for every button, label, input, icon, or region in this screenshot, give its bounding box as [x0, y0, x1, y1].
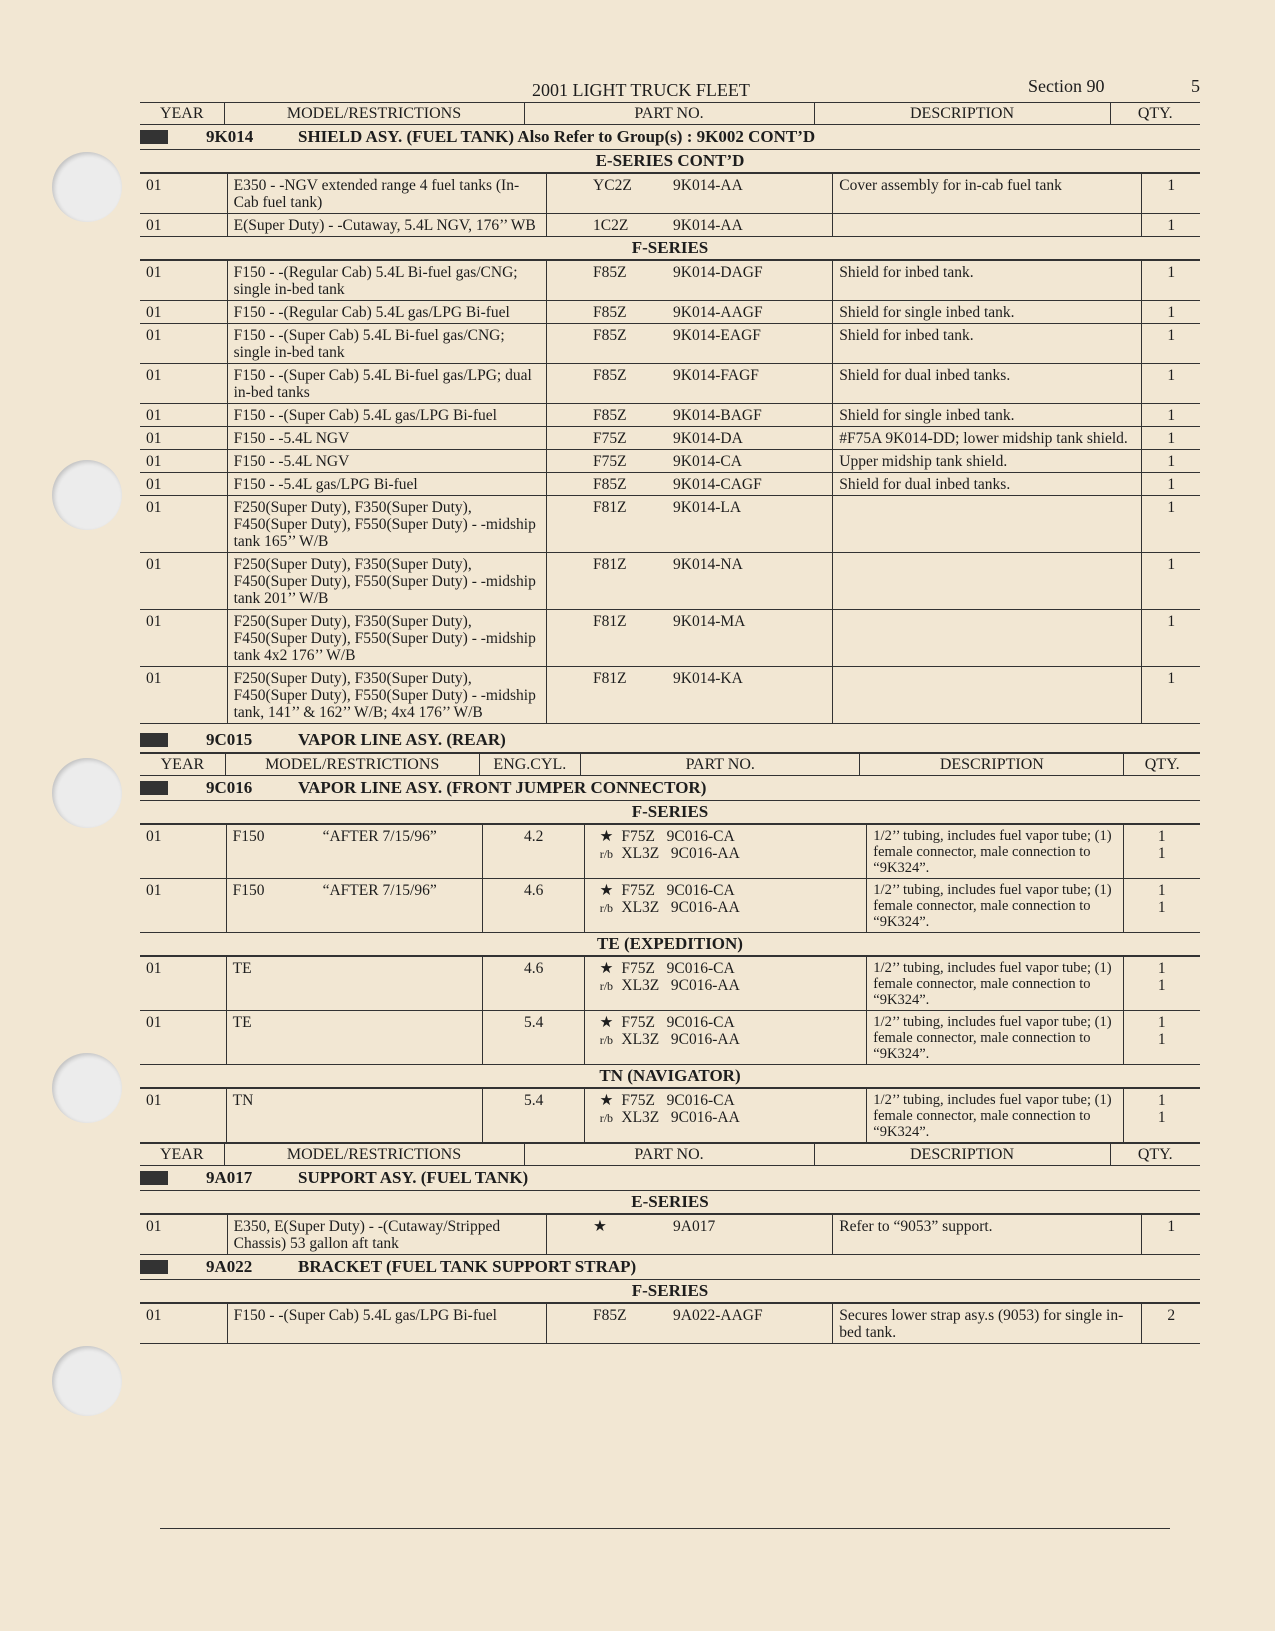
description-cell	[833, 553, 1142, 610]
group-title: VAPOR LINE ASY. (FRONT JUMPER CONNECTOR)	[298, 778, 707, 797]
part-number: XL3Z 9C016-AA	[621, 1109, 740, 1126]
parts-table	[140, 174, 1200, 237]
group-marker	[140, 733, 168, 747]
qty-cell	[1123, 1089, 1200, 1143]
year-cell: 01	[140, 1304, 227, 1344]
part-prefix: F85Z	[593, 476, 627, 493]
part-number: XL3Z 9C016-AA	[621, 977, 740, 994]
part-cell	[547, 1215, 833, 1255]
table-row	[140, 1304, 1200, 1344]
description-cell	[833, 214, 1142, 237]
qty-value: 1	[1157, 1109, 1166, 1126]
model-cell	[226, 879, 482, 933]
part-prefix: F85Z	[593, 327, 627, 344]
model-cell: F150 - -(Regular Cab) 5.4L gas/LPG Bi-fuel	[227, 301, 546, 324]
group-title: BRACKET (FUEL TANK SUPPORT STRAP)	[298, 1257, 637, 1276]
model-cell: F150 - -(Super Cab) 5.4L Bi-fuel gas/LPG; dual in-bed tanks	[227, 364, 546, 404]
part-prefix: F81Z	[593, 613, 627, 630]
part-cell	[585, 957, 867, 1011]
model-name: TE	[232, 1014, 252, 1031]
col-model: MODEL/RESTRICTIONS	[225, 754, 479, 776]
table-row	[140, 553, 1200, 610]
part-number: 9K014-BAGF	[673, 407, 762, 424]
part-prefix: F85Z	[593, 304, 627, 321]
col-model: MODEL/RESTRICTIONS	[224, 103, 524, 125]
model-cell: F150 - -(Super Cab) 5.4L gas/LPG Bi-fuel	[227, 404, 546, 427]
part-number: F75Z 9C016-CA	[621, 960, 735, 977]
page-number: 5	[1191, 76, 1200, 96]
year-cell: 01	[140, 427, 227, 450]
qty-cell: 1	[1142, 174, 1200, 214]
part-cell	[547, 450, 833, 473]
group-marker	[140, 781, 168, 795]
part-line	[591, 1031, 860, 1049]
parts-table	[140, 261, 1200, 724]
engine-cell: 4.2	[482, 825, 585, 879]
qty-value: 1	[1157, 899, 1166, 916]
star-marker: ★	[599, 1092, 614, 1109]
part-number: XL3Z 9C016-AA	[621, 845, 740, 862]
description-cell: Refer to “9053” support.	[833, 1215, 1142, 1255]
star-marker: ★	[599, 882, 614, 899]
qty-cell: 1	[1142, 496, 1200, 553]
part-cell	[547, 214, 833, 237]
group-title: VAPOR LINE ASY. (REAR)	[298, 730, 506, 749]
column-header	[140, 753, 1200, 776]
part-number: 9K014-DAGF	[673, 264, 763, 281]
description-cell: Upper midship tank shield.	[833, 450, 1142, 473]
table-row	[140, 496, 1200, 553]
qty-cell: 1	[1142, 553, 1200, 610]
table-row	[140, 174, 1200, 214]
description-cell: Shield for dual inbed tanks.	[833, 473, 1142, 496]
part-number: 9K014-FAGF	[673, 367, 759, 384]
col-desc: DESCRIPTION	[860, 754, 1124, 776]
part-cell	[547, 473, 833, 496]
description-cell: 1/2’’ tubing, includes fuel vapor tube; (1) female connector, male connection to “9K324”.	[867, 825, 1123, 879]
year-cell: 01	[140, 957, 226, 1011]
part-cell	[547, 553, 833, 610]
col-part: PART NO.	[524, 1144, 814, 1166]
part-line	[591, 1109, 860, 1127]
description-cell: 1/2’’ tubing, includes fuel vapor tube; (1) female connector, male connection to “9K324”.	[867, 957, 1123, 1011]
model-cell	[226, 957, 482, 1011]
year-cell: 01	[140, 450, 227, 473]
qty-value: 1	[1157, 1031, 1166, 1048]
qty-cell: 1	[1142, 404, 1200, 427]
model-cell: F150 - -5.4L gas/LPG Bi-fuel	[227, 473, 546, 496]
part-number: 9K014-NA	[673, 556, 743, 573]
col-eng: ENG.CYL.	[479, 754, 581, 776]
model-cell: F250(Super Duty), F350(Super Duty), F450(Super Duty), F550(Super Duty) - -midship tank 201’’ W/B	[227, 553, 546, 610]
part-cell	[547, 496, 833, 553]
series-heading: TN (NAVIGATOR)	[140, 1065, 1200, 1089]
binder-hole	[52, 152, 122, 222]
description-cell	[833, 496, 1142, 553]
model-cell: F250(Super Duty), F350(Super Duty), F450(Super Duty), F550(Super Duty) - -midship tank, 141’’ & 162’’ W/B; 4x4 176’’ W/B	[227, 667, 546, 724]
part-line	[591, 960, 860, 977]
col-model: MODEL/RESTRICTIONS	[224, 1144, 524, 1166]
series-heading: F-SERIES	[140, 237, 1200, 261]
year-cell: 01	[140, 324, 227, 364]
replaced-by-marker: r/b	[599, 901, 614, 915]
description-cell: Cover assembly for in-cab fuel tank	[833, 174, 1142, 214]
col-desc: DESCRIPTION	[814, 103, 1110, 125]
qty-cell: 1	[1142, 450, 1200, 473]
description-cell: #F75A 9K014-DD; lower midship tank shield.	[833, 427, 1142, 450]
part-prefix: F85Z	[593, 264, 627, 281]
col-qty: QTY.	[1110, 103, 1200, 125]
model-cell: F150 - -(Regular Cab) 5.4L Bi-fuel gas/CNG; single in-bed tank	[227, 261, 546, 301]
table-row	[140, 1011, 1200, 1065]
part-number: 9K014-CA	[673, 453, 742, 470]
year-cell: 01	[140, 261, 227, 301]
table-row	[140, 404, 1200, 427]
qty-cell: 1	[1142, 427, 1200, 450]
page-title: 2001 LIGHT TRUCK FLEET	[532, 80, 750, 100]
model-cell: F150 - -(Super Cab) 5.4L Bi-fuel gas/CNG; single in-bed tank	[227, 324, 546, 364]
description-cell: 1/2’’ tubing, includes fuel vapor tube; (1) female connector, male connection to “9K324”.	[867, 879, 1123, 933]
model-cell	[226, 1089, 482, 1143]
part-cell	[585, 1089, 867, 1143]
part-line	[591, 977, 860, 995]
part-cell	[547, 427, 833, 450]
model-cell: F250(Super Duty), F350(Super Duty), F450(Super Duty), F550(Super Duty) - -midship tank 4x2 176’’ W/B	[227, 610, 546, 667]
engine-cell: 4.6	[482, 879, 585, 933]
part-number: 9K014-AA	[673, 177, 743, 194]
part-cell	[585, 1011, 867, 1065]
year-cell: 01	[140, 1011, 226, 1065]
qty-cell: 1	[1142, 667, 1200, 724]
model-cell: F150 - -(Super Cab) 5.4L gas/LPG Bi-fuel	[227, 1304, 546, 1344]
catalog-content	[140, 76, 1200, 1344]
group-code: 9K014	[206, 127, 254, 146]
series-heading: TE (EXPEDITION)	[140, 933, 1200, 957]
part-line	[591, 882, 860, 899]
col-year: YEAR	[140, 754, 225, 776]
year-cell: 01	[140, 364, 227, 404]
model-restriction: “AFTER 7/15/96”	[322, 882, 437, 899]
binder-hole	[52, 460, 122, 530]
table-row	[140, 1215, 1200, 1255]
group-code: 9C016	[206, 778, 253, 797]
part-number: F75Z 9C016-CA	[621, 1014, 735, 1031]
part-number: 9K014-EAGF	[673, 327, 761, 344]
table-row	[140, 879, 1200, 933]
star-marker: ★	[599, 828, 614, 845]
col-part: PART NO.	[524, 103, 814, 125]
description-cell: Shield for single inbed tank.	[833, 301, 1142, 324]
parts-table	[140, 1304, 1200, 1344]
part-prefix: YC2Z	[593, 177, 632, 194]
description-cell: Shield for inbed tank.	[833, 261, 1142, 301]
column-header	[140, 102, 1200, 125]
col-desc: DESCRIPTION	[814, 1144, 1110, 1166]
part-prefix: F75Z	[593, 453, 627, 470]
engine-cell: 5.4	[482, 1089, 585, 1143]
description-cell: 1/2’’ tubing, includes fuel vapor tube; (1) female connector, male connection to “9K324”.	[867, 1089, 1123, 1143]
qty-value: 1	[1157, 845, 1166, 862]
group-code: 9A017	[206, 1168, 253, 1187]
group-code: 9A022	[206, 1257, 253, 1276]
part-line	[591, 845, 860, 863]
part-cell	[547, 324, 833, 364]
table-row	[140, 450, 1200, 473]
part-number: 9K014-LA	[673, 499, 742, 516]
part-cell	[585, 825, 867, 879]
year-cell: 01	[140, 214, 227, 237]
model-cell	[226, 1011, 482, 1065]
model-cell: E(Super Duty) - -Cutaway, 5.4L NGV, 176’’ WB	[227, 214, 546, 237]
parts-table	[140, 825, 1200, 933]
column-header	[140, 1143, 1200, 1166]
qty-value: 1	[1157, 977, 1166, 994]
col-qty: QTY.	[1110, 1144, 1200, 1166]
model-name: TE	[232, 960, 252, 977]
part-cell	[585, 879, 867, 933]
model-cell	[226, 825, 482, 879]
qty-cell: 1	[1142, 364, 1200, 404]
model-cell: F150 - -5.4L NGV	[227, 427, 546, 450]
series-heading: F-SERIES	[140, 801, 1200, 825]
qty-cell: 1	[1142, 473, 1200, 496]
group-title: SHIELD ASY. (FUEL TANK) Also Refer to Group(s) : 9K002 CONT’D	[298, 127, 816, 146]
table-row	[140, 427, 1200, 450]
col-year: YEAR	[140, 1144, 224, 1166]
part-line	[591, 1092, 860, 1109]
page-header	[140, 76, 1200, 102]
description-cell	[833, 610, 1142, 667]
group-heading	[140, 776, 1200, 801]
parts-table	[140, 1215, 1200, 1255]
replaced-by-marker: r/b	[599, 1033, 614, 1047]
year-cell: 01	[140, 1215, 227, 1255]
part-cell	[547, 667, 833, 724]
part-prefix: F81Z	[593, 499, 627, 516]
part-number: F75Z 9C016-CA	[621, 1092, 735, 1109]
part-line	[591, 899, 860, 917]
part-number: 9K014-MA	[673, 613, 746, 630]
star-marker: ★	[599, 1014, 614, 1031]
group-code: 9C015	[206, 730, 253, 749]
qty-cell	[1123, 879, 1200, 933]
binder-hole	[52, 1346, 122, 1416]
engine-cell: 5.4	[482, 1011, 585, 1065]
year-cell: 01	[140, 496, 227, 553]
table-row	[140, 364, 1200, 404]
model-cell: E350 - -NGV extended range 4 fuel tanks (In-Cab fuel tank)	[227, 174, 546, 214]
year-cell: 01	[140, 553, 227, 610]
replaced-by-marker: r/b	[599, 979, 614, 993]
table-row	[140, 957, 1200, 1011]
footer-rule	[160, 1528, 1170, 1529]
table-row	[140, 825, 1200, 879]
group-heading	[140, 125, 1200, 150]
qty-cell	[1123, 957, 1200, 1011]
parts-table	[140, 1089, 1200, 1143]
part-number: 9K014-CAGF	[673, 476, 762, 493]
part-number: 9A017	[673, 1218, 716, 1235]
part-number: 9K014-DA	[673, 430, 743, 447]
part-number: 9K014-AA	[673, 217, 743, 234]
qty-cell: 1	[1142, 301, 1200, 324]
part-number: 9A022-AAGF	[673, 1307, 763, 1324]
part-prefix: F81Z	[593, 556, 627, 573]
qty-cell: 1	[1142, 1215, 1200, 1255]
col-part: PART NO.	[581, 754, 860, 776]
table-row	[140, 473, 1200, 496]
part-prefix: F85Z	[593, 367, 627, 384]
part-cell	[547, 610, 833, 667]
description-cell: 1/2’’ tubing, includes fuel vapor tube; (1) female connector, male connection to “9K324”.	[867, 1011, 1123, 1065]
table-row	[140, 610, 1200, 667]
description-cell	[833, 667, 1142, 724]
star-marker: ★	[599, 960, 614, 977]
table-row	[140, 1089, 1200, 1143]
table-row	[140, 301, 1200, 324]
description-cell: Shield for dual inbed tanks.	[833, 364, 1142, 404]
year-cell: 01	[140, 610, 227, 667]
year-cell: 01	[140, 174, 227, 214]
binder-hole	[52, 758, 122, 828]
qty-value: 1	[1157, 1014, 1166, 1031]
description-cell: Secures lower strap asy.s (9053) for single in-bed tank.	[833, 1304, 1142, 1344]
part-prefix: ★	[593, 1218, 607, 1235]
year-cell: 01	[140, 879, 226, 933]
model-cell: F250(Super Duty), F350(Super Duty), F450(Super Duty), F550(Super Duty) - -midship tank 165’’ W/B	[227, 496, 546, 553]
replaced-by-marker: r/b	[599, 1111, 614, 1125]
group-title: SUPPORT ASY. (FUEL TANK)	[298, 1168, 529, 1187]
description-cell: Shield for inbed tank.	[833, 324, 1142, 364]
description-cell: Shield for single inbed tank.	[833, 404, 1142, 427]
year-cell: 01	[140, 825, 226, 879]
part-line	[591, 1014, 860, 1031]
engine-cell: 4.6	[482, 957, 585, 1011]
part-cell	[547, 364, 833, 404]
qty-cell	[1123, 825, 1200, 879]
table-row	[140, 214, 1200, 237]
series-heading: E-SERIES	[140, 1191, 1200, 1215]
part-cell	[547, 1304, 833, 1344]
qty-cell: 1	[1142, 214, 1200, 237]
part-prefix: F81Z	[593, 670, 627, 687]
part-prefix: F85Z	[593, 1307, 627, 1324]
part-number: 9K014-KA	[673, 670, 743, 687]
part-number: XL3Z 9C016-AA	[621, 899, 740, 916]
part-number: 9K014-AAGF	[673, 304, 763, 321]
section-label: Section 90	[1028, 76, 1105, 96]
group-heading	[140, 1255, 1200, 1280]
qty-cell: 1	[1142, 610, 1200, 667]
parts-table	[140, 957, 1200, 1065]
group-marker	[140, 1260, 168, 1274]
table-row	[140, 324, 1200, 364]
qty-cell	[1123, 1011, 1200, 1065]
model-name: F150	[232, 882, 265, 899]
part-cell	[547, 174, 833, 214]
model-name: F150	[232, 828, 265, 845]
table-row	[140, 667, 1200, 724]
group-heading	[140, 728, 1200, 753]
model-restriction: “AFTER 7/15/96”	[322, 828, 437, 845]
year-cell: 01	[140, 667, 227, 724]
group-marker	[140, 130, 168, 144]
replaced-by-marker: r/b	[599, 847, 614, 861]
part-line	[591, 828, 860, 845]
part-cell	[547, 404, 833, 427]
part-cell	[547, 261, 833, 301]
qty-cell: 1	[1142, 324, 1200, 364]
part-number: XL3Z 9C016-AA	[621, 1031, 740, 1048]
qty-value: 1	[1157, 882, 1166, 899]
model-cell: F150 - -5.4L NGV	[227, 450, 546, 473]
part-number: F75Z 9C016-CA	[621, 882, 735, 899]
year-cell: 01	[140, 1089, 226, 1143]
col-qty: QTY.	[1124, 754, 1200, 776]
part-number: F75Z 9C016-CA	[621, 828, 735, 845]
group-heading	[140, 1166, 1200, 1191]
part-cell	[547, 301, 833, 324]
binder-hole	[52, 1053, 122, 1123]
qty-cell: 2	[1142, 1304, 1200, 1344]
col-year: YEAR	[140, 103, 224, 125]
qty-value: 1	[1157, 828, 1166, 845]
part-prefix: F85Z	[593, 407, 627, 424]
group-marker	[140, 1171, 168, 1185]
part-prefix: F75Z	[593, 430, 627, 447]
part-prefix: 1C2Z	[593, 217, 629, 234]
qty-value: 1	[1157, 960, 1166, 977]
year-cell: 01	[140, 404, 227, 427]
series-heading: E-SERIES CONT’D	[140, 150, 1200, 174]
qty-cell: 1	[1142, 261, 1200, 301]
table-row	[140, 261, 1200, 301]
year-cell: 01	[140, 301, 227, 324]
qty-value: 1	[1157, 1092, 1166, 1109]
year-cell: 01	[140, 473, 227, 496]
model-cell: E350, E(Super Duty) - -(Cutaway/Stripped Chassis) 53 gallon aft tank	[227, 1215, 546, 1255]
model-name: TN	[232, 1092, 254, 1109]
series-heading: F-SERIES	[140, 1280, 1200, 1304]
